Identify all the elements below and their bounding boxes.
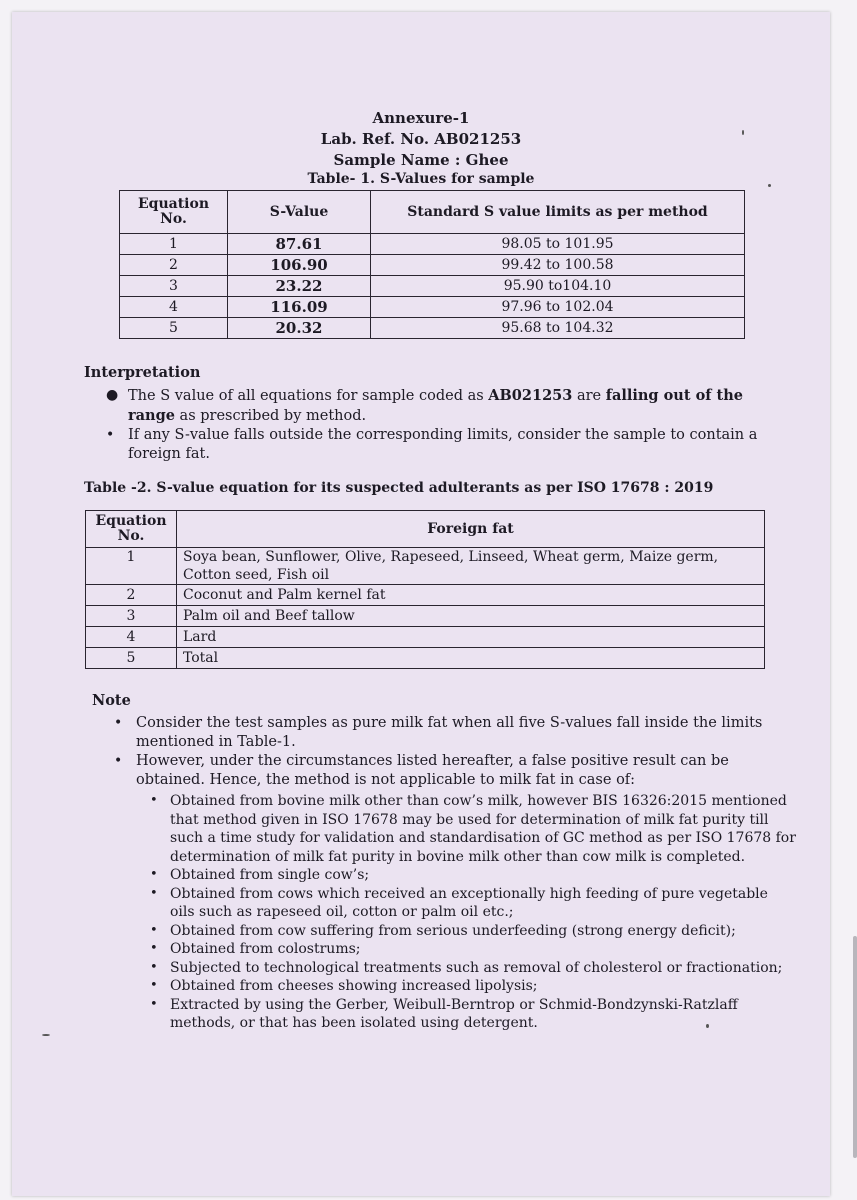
equation-no: 5 bbox=[120, 318, 228, 339]
scan-speck bbox=[742, 130, 744, 135]
document-page bbox=[12, 12, 830, 1196]
header-equation-no: Equation No. bbox=[120, 191, 228, 234]
equation-no: 3 bbox=[86, 606, 177, 627]
table-row bbox=[86, 585, 765, 606]
list-item bbox=[146, 977, 796, 996]
foreign-fat-table bbox=[85, 510, 765, 669]
note-subtext: Obtained from single cow’s; bbox=[170, 867, 370, 883]
bullet-icon: • bbox=[114, 753, 123, 769]
interpretation-list bbox=[100, 386, 790, 464]
foreign-fat: Coconut and Palm kernel fat bbox=[177, 585, 765, 606]
header-equation-no: Equation No. bbox=[86, 511, 177, 548]
document-content bbox=[12, 12, 830, 1196]
note-subtext: Extracted by using the Gerber, Weibull-Berntrop or Schmid-Bondzynski-Ratzlaff methods, or that has been isolated using detergent. bbox=[170, 996, 738, 1031]
interpretation-text: If any S-value falls outside the corresponding limits, consider the sample to contain a foreign fat. bbox=[128, 427, 758, 462]
equation-no: 2 bbox=[120, 255, 228, 276]
bullet-icon: • bbox=[150, 885, 158, 901]
list-item bbox=[146, 922, 796, 941]
list-item bbox=[100, 386, 790, 426]
equation-no: 5 bbox=[86, 648, 177, 669]
foreign-fat: Soya bean, Sunflower, Olive, Rapeseed, Linseed, Wheat germ, Maize germ, Cotton seed, Fish oil bbox=[177, 548, 765, 585]
list-item bbox=[146, 866, 796, 885]
note-title: Note bbox=[92, 692, 131, 709]
equation-no: 4 bbox=[120, 297, 228, 318]
bullet-icon: • bbox=[150, 959, 158, 975]
equation-no: 1 bbox=[86, 548, 177, 585]
standard-limits: 97.96 to 102.04 bbox=[371, 297, 745, 318]
interpretation-text: as prescribed by method. bbox=[174, 408, 367, 424]
list-item bbox=[146, 885, 796, 922]
list-item bbox=[146, 996, 796, 1033]
list-item bbox=[100, 426, 790, 464]
equation-no: 1 bbox=[120, 234, 228, 255]
table-row bbox=[120, 276, 745, 297]
list-item bbox=[146, 792, 796, 866]
bullet-icon: • bbox=[150, 922, 158, 938]
table-row bbox=[86, 627, 765, 648]
bullet-icon: • bbox=[150, 941, 158, 956]
equation-no: 4 bbox=[86, 627, 177, 648]
foreign-fat: Total bbox=[177, 648, 765, 669]
bullet-icon: • bbox=[150, 867, 158, 882]
note-list bbox=[108, 714, 788, 790]
sample-code: AB021253 bbox=[488, 387, 573, 404]
interpretation-emphasis: falling out of the range bbox=[128, 387, 744, 424]
table1-caption: Table- 1. S-Values for sample bbox=[307, 171, 535, 187]
table-row bbox=[120, 234, 745, 255]
note-text: Consider the test samples as pure milk fat when all five S-values fall inside the limits mentioned in Table-1. bbox=[136, 715, 763, 750]
table-row bbox=[86, 606, 765, 627]
table-header-row bbox=[120, 191, 745, 234]
table-row bbox=[86, 548, 765, 585]
note-subtext: Obtained from bovine milk other than cow’s milk, however BIS 16326:2015 mentioned that method given in ISO 17678 may be used for determination of milk fat purity till such a time study for validation and standardisation of GC method as per ISO 17678 for determination of milk fat purity in bovine milk other than cow milk is completed. bbox=[170, 793, 796, 865]
list-item bbox=[146, 940, 796, 959]
table-row bbox=[120, 297, 745, 318]
scan-speck bbox=[768, 184, 771, 187]
bullet-icon: • bbox=[114, 715, 123, 731]
note-subtext: Obtained from colostrums; bbox=[170, 941, 361, 957]
bullet-icon: • bbox=[106, 427, 115, 443]
bullet-icon: • bbox=[150, 978, 158, 993]
note-subtext: Obtained from cows which received an exceptionally high feeding of pure vegetable oils such as rapeseed oil, cotton or palm oil etc.; bbox=[170, 885, 768, 920]
note-sublist bbox=[146, 792, 796, 1033]
note-subtext: Obtained from cow suffering from serious underfeeding (strong energy deficit); bbox=[170, 922, 736, 939]
list-item bbox=[108, 714, 788, 752]
annexure-title: Annexure-1 bbox=[372, 109, 470, 127]
header-foreign-fat: Foreign fat bbox=[177, 511, 765, 548]
list-item bbox=[108, 752, 788, 790]
scan-speck bbox=[42, 1034, 50, 1036]
table-row bbox=[120, 255, 745, 276]
standard-limits: 95.68 to 104.32 bbox=[371, 318, 745, 339]
document-header bbox=[12, 108, 830, 190]
equation-no: 3 bbox=[120, 276, 228, 297]
s-value: 116.09 bbox=[228, 297, 371, 318]
s-value: 106.90 bbox=[228, 255, 371, 276]
table-header-row bbox=[86, 511, 765, 548]
s-value: 87.61 bbox=[228, 234, 371, 255]
s-value: 20.32 bbox=[228, 318, 371, 339]
s-value: 23.22 bbox=[228, 276, 371, 297]
header-s-value: S-Value bbox=[228, 191, 371, 234]
note-subtext: Obtained from cheeses showing increased lipolysis; bbox=[170, 978, 538, 994]
scrollbar[interactable] bbox=[853, 936, 857, 1158]
foreign-fat: Lard bbox=[177, 627, 765, 648]
table-row bbox=[86, 648, 765, 669]
bullet-icon: ● bbox=[106, 387, 119, 403]
bullet-icon: • bbox=[150, 793, 158, 808]
list-item bbox=[146, 959, 796, 978]
table2-caption: Table -2. S-value equation for its suspected adulterants as per ISO 17678 : 2019 bbox=[84, 480, 714, 496]
foreign-fat: Palm oil and Beef tallow bbox=[177, 606, 765, 627]
standard-limits: 99.42 to 100.58 bbox=[371, 255, 745, 276]
sample-name: Sample Name : Ghee bbox=[333, 151, 509, 169]
lab-ref: Lab. Ref. No. AB021253 bbox=[320, 130, 522, 148]
bullet-icon: • bbox=[150, 996, 158, 1012]
scan-speck bbox=[706, 1024, 709, 1028]
note-text: However, under the circumstances listed hereafter, a false positive result can be obtained. Hence, the method is not applicable to milk fat in case of: bbox=[136, 753, 729, 788]
header-standard-limits: Standard S value limits as per method bbox=[371, 191, 745, 234]
equation-no: 2 bbox=[86, 585, 177, 606]
interpretation-text: are bbox=[572, 388, 606, 404]
table-row bbox=[120, 318, 745, 339]
s-values-table bbox=[119, 190, 745, 339]
standard-limits: 98.05 to 101.95 bbox=[371, 234, 745, 255]
interpretation-text: The S value of all equations for sample coded as bbox=[128, 388, 489, 404]
standard-limits: 95.90 to104.10 bbox=[371, 276, 745, 297]
interpretation-title: Interpretation bbox=[84, 364, 201, 381]
note-subtext: Subjected to technological treatments such as removal of cholesterol or fractionation; bbox=[170, 959, 783, 976]
